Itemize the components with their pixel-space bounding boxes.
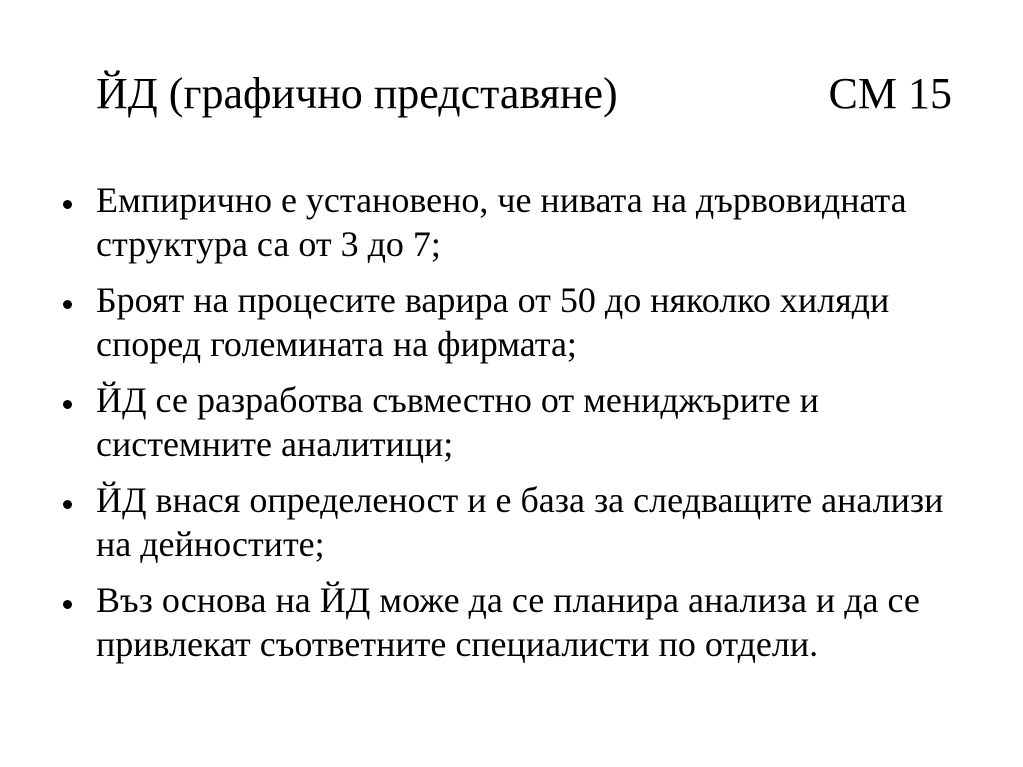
bullet-item [60,178,960,266]
bullet-dot-icon [63,400,72,409]
bullet-text: ЙД внася определеност и е база за следващите анализи на дейностите; [96,480,944,564]
bullet-text: Въз основа на ЙД може да се планира анализа и да се привлекат съответните специалисти по отдели. [96,580,920,664]
bullet-text: Броят на процесите варира от 50 до няколко хиляди според големината на фирмата; [96,280,890,364]
bullet-dot-icon [63,200,72,209]
slide-title: ЙД (графично представяне) [96,69,618,118]
bullet-text: ЙД се разработва съвместно от мениджърите и системните аналитици; [96,380,819,464]
slide-number: СМ 15 [828,69,952,118]
bullet-item [60,278,960,366]
bullet-item [60,378,960,466]
bullet-text: Емпирично е установено, че нивата на дървовидната структура са от 3 до 7; [96,180,907,264]
bullet-item [60,478,960,566]
bullet-list [60,178,960,678]
bullet-item [60,578,960,666]
slide-header [96,70,952,126]
bullet-dot-icon [63,600,72,609]
bullet-dot-icon [63,500,72,509]
bullet-dot-icon [63,300,72,309]
